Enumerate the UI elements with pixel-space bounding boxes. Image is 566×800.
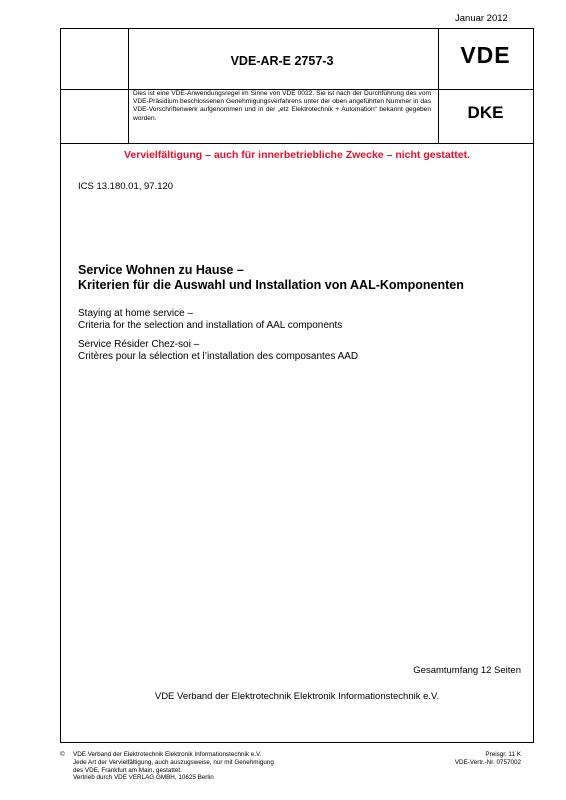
document-id: VDE-AR-E 2757-3 [230,54,334,68]
approval-notice: Dies ist eine VDE-Anwendungsregel im Sinne von VDE 0022. Sie ist nach der Durchführung des vom VDE-Präsidium beschlossenen Genehmigungsverfahrens unter der oben angeführten Nummer in das VDE-Vorschriftenwerk aufgenommen und in der „etz Elektrotechnik + Automation“ bekannt gegeben worden. [133,90,431,122]
ics-codes: ICS 13.180.01, 97.120 [78,181,174,192]
footer-line2: Jede Art der Vervielfältigung, auch auszugsweise, nur mit Genehmigung [73,758,274,766]
document-frame [60,28,534,743]
footer-line3: des VDE, Frankfurt am Main, gestattet. [73,766,182,774]
footer-line1: VDE Verband der Elektrotechnik Elektronik Informationstechnik e.V. [73,751,262,758]
footer-price-info [455,751,521,767]
distribution-number: VDE-Vertr.-Nr. 0757002 [454,758,521,766]
vde-logo: VDE [460,42,511,68]
title-english-line2: Criteria for the selection and installation of AAL components [78,320,343,331]
title-french-line2: Critères pour la sélection et l’installation des composantes AAD [78,351,359,362]
dke-label: DKE [467,103,504,122]
reproduction-warning: Vervielfältigung – auch für innerbetriebliche Zwecke – nicht gestattet. [123,149,470,161]
publisher: VDE Verband der Elektrotechnik Elektronik Informationstechnik e.V. [154,691,440,702]
title-french-line1: Service Résider Chez-soi – [78,339,200,350]
price-group: Preisgr. 11 K [485,751,521,758]
title-german-line1: Service Wohnen zu Hause – [78,263,244,277]
footer-copyright [60,751,274,782]
title-german-line2: Kriterien für die Auswahl und Installation von AAL-Komponenten [78,278,464,292]
header-bottom-divider [61,143,533,144]
publication-date: Januar 2012 [455,13,508,24]
title-german [78,263,464,293]
title-english [78,308,342,332]
title-english-line1: Staying at home service – [78,308,194,319]
header-left-divider [128,29,129,143]
total-pages: Gesamtumfang 12 Seiten [413,665,521,676]
footer-line4: Vertrieb durch VDE VERLAG GMBH, 10625 Berlin [73,774,214,782]
copyright-symbol: © [60,751,65,758]
title-french [78,339,358,363]
